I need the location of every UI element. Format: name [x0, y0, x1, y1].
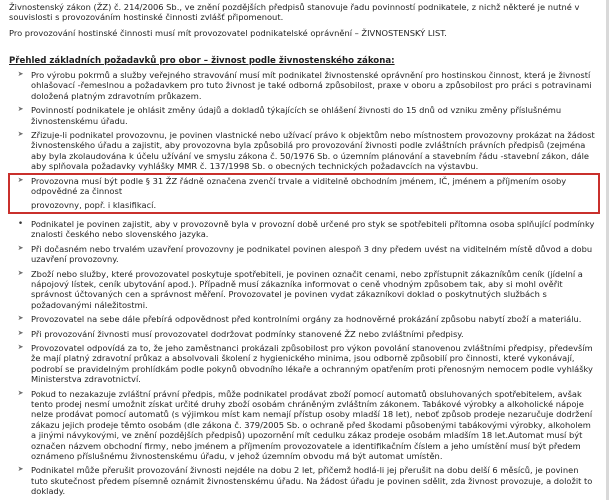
list-item-text: Zřizuje-li podnikatel provozovnu, je povinen vlastnické nebo užívací právo k objektům nebo místnostem provozovny prokázat na žádost živnostenského úřadu a zajistit, aby provozovna byla způsobilá pro provozování živnosti podle zvláštních právních předpisů (zejména aby byla zkolaudována k účelu užívání ve smyslu zákona č. 50/1976 Sb. o územním plánování a stavebním řádu -stavební zákon, dále aby splňovala požadavky vyhlášky MMR č. 137/1998 Sb. o obecných technických požadavcích na výstavbu.: [31, 130, 595, 172]
arrow-bullet-icon: ➤: [17, 268, 24, 277]
requirements-list: [14, 70, 597, 501]
list-item: [14, 343, 597, 385]
arrow-bullet-icon: ➤: [17, 465, 24, 474]
list-item-text: Pro výrobu pokrmů a služby veřejného stravování musí mít podnikatel živnostenské oprávnění pro hostinskou činnost, která je živností ohlašovací -řemeslnou a požadavkem pro tuto živnost je také odborná způsobilost, praxe v oboru a způsobilost pro práci s potravinami doložená platným zdravotním průkazem.: [31, 70, 592, 101]
arrow-bullet-icon: ➤: [17, 243, 24, 252]
list-item-text: Pokud to nezakazuje zvláštní právní předpis, může podnikatel prodávat zboží pomocí automatů obsluhovaných spotřebitelem, avšak tento prodej nesmí umožnit získat určité druhy zboží osobám chráněným zvláštním zákonem. Tabákové výrobky a alkoholické nápoje nelze prodávat pomocí automatů (s výjimkou míst kam nemají přístup osoby mladší 18 let), neboť způsob prodeje nezaručuje dodržení zákazu jejich prodeje těmto osobám (dle zákona č. 379/2005 Sb. o ochraně před škodami působenými tabákovými výrobky, alkoholem a jinými návykovými, ve znění pozdějších předpisů) upozornění mít cedulku zákaz prodeje osobám mladším 18 let.Automat musí být označen názvem obchodní firmy, nebo jménem a příjmením provozovatele a identifikačním číslem a jeho umístění musí být předem oznámeno příslušnému živnostenskému úřadu, v jehož územním obvodu má být automat umístěn.: [31, 388, 593, 461]
list-item-text: Podnikatel může přerušit provozování živnosti nejdéle na dobu 2 let, přičemž hodlá-li jej přerušit na dobu delší 6 měsíců, je povinen tuto skutečnost předem písemně oznámit živnostenskému úřadu. Na žádost úřadu je povinen sdělit, zda živnost provozuje, a doložit to doklady.: [31, 465, 593, 497]
list-item-text: Provozovna musí být podle § 31 ŽZ řádně označena zvenčí trvale a viditelně obchodním jménem, IČ, jménem a příjmením osoby odpovědné za činnost: [31, 175, 567, 197]
dot-bullet-icon: •: [17, 218, 24, 229]
list-item: [14, 329, 597, 339]
arrow-bullet-icon: ➤: [17, 130, 24, 139]
list-item: [14, 269, 597, 311]
intro-paragraph: Živnostenský zákon (ŽZ) č. 214/2006 Sb., ve znění pozdějších předpisů stanovuje řadu povinností podnikatele, z nichž některé je nutné v souvislosti s provozováním hostinské činnosti zvlášť připomenout.: [9, 2, 580, 23]
arrow-bullet-icon: ➤: [17, 342, 24, 351]
list-item-text: Provozovatel odpovídá za to, že jeho zaměstnanci prokázali způsobilost pro výkon povolání stanovenou zvláštními předpisy, především že mají platný zdravotní průkaz a absolvovali školení z hygienického minima, jsou odborně způsobilí pro činnosti, které vykonávají, podrobí se pravidelným prohlídkám podle pokynů obvodního lékaře a ochranným opatřením proti přenosným nemocem podle vyhlášky Ministerstva zdravotnictví.: [31, 342, 593, 385]
list-item: [14, 314, 597, 324]
list-item-text: Povinností podnikatele je ohlásit změny údajů a dokladů týkajících se ohlášení živnosti do 15 dnů od vzniku změny příslušnému živnostenskému úřadu.: [31, 105, 562, 126]
list-item: [14, 465, 597, 496]
intro-paragraph: Pro provozování hostinské činnosti musí mít provozovatel podnikatelské oprávnění – ŽIVNOSTENSKÝ LIST.: [9, 27, 447, 38]
highlighted-list-item: [11, 176, 597, 211]
arrow-bullet-icon: ➤: [17, 70, 24, 78]
list-item-continuation: provozovny, popř. i klasifikací.: [31, 200, 157, 211]
section-title: Přehled základních požadavků pro obor – živnost podle živnostenského zákona:: [9, 56, 395, 66]
intro: [9, 2, 599, 43]
list-item: [14, 70, 597, 101]
list-item-text: Zboží nebo služby, které provozovatel poskytuje spotřebiteli, je povinen označit cenami, nebo zpřístupnit zákazníkům ceník (jídelní a nápojový lístek, ceník ubytování apod.). Případně musí zákazníka informovat o ceně vhodným způsobem tak, aby si mohl ověřit správnost účtovaných cen a správnost měření. Provozovatel je povinen vydat zákazníkovi doklad o poskytnutých službách s požadovanými náležitostmi.: [31, 268, 583, 310]
list-item: [14, 244, 597, 265]
arrow-bullet-icon: ➤: [17, 328, 24, 337]
arrow-bullet-icon: ➤: [17, 314, 24, 323]
list-item: [14, 389, 597, 462]
list-item-text: Podnikatel je povinen zajistit, aby v provozovně byla v provozní době určené pro styk se spotřebiteli přítomna osoba splňující podmínky znalosti českého nebo slovenského jazyka.: [31, 218, 595, 240]
arrow-bullet-icon: ➤: [17, 388, 24, 397]
list-item-text: Při dočasném nebo trvalém uzavření provozovny je podnikatel povinen alespoň 3 dny předem uvést na viditelném místě důvod a dobu uzavření provozovny.: [31, 243, 593, 265]
list-item-text: Provozovatel na sebe dále přebírá odpovědnost před kontrolními orgány za hodnověrné prokázání způsobu nabytí zboží a materiálu.: [31, 314, 582, 325]
list-item: [14, 219, 597, 240]
list-item-text: Při provozování živnosti musí provozovatel dodržovat podmínky stanovené ŽZ nebo zvláštními předpisy.: [31, 328, 464, 339]
arrow-bullet-icon: ➤: [17, 105, 24, 114]
arrow-bullet-icon: ➤: [17, 175, 24, 184]
list-item: [14, 130, 597, 172]
list-item: [14, 105, 597, 126]
